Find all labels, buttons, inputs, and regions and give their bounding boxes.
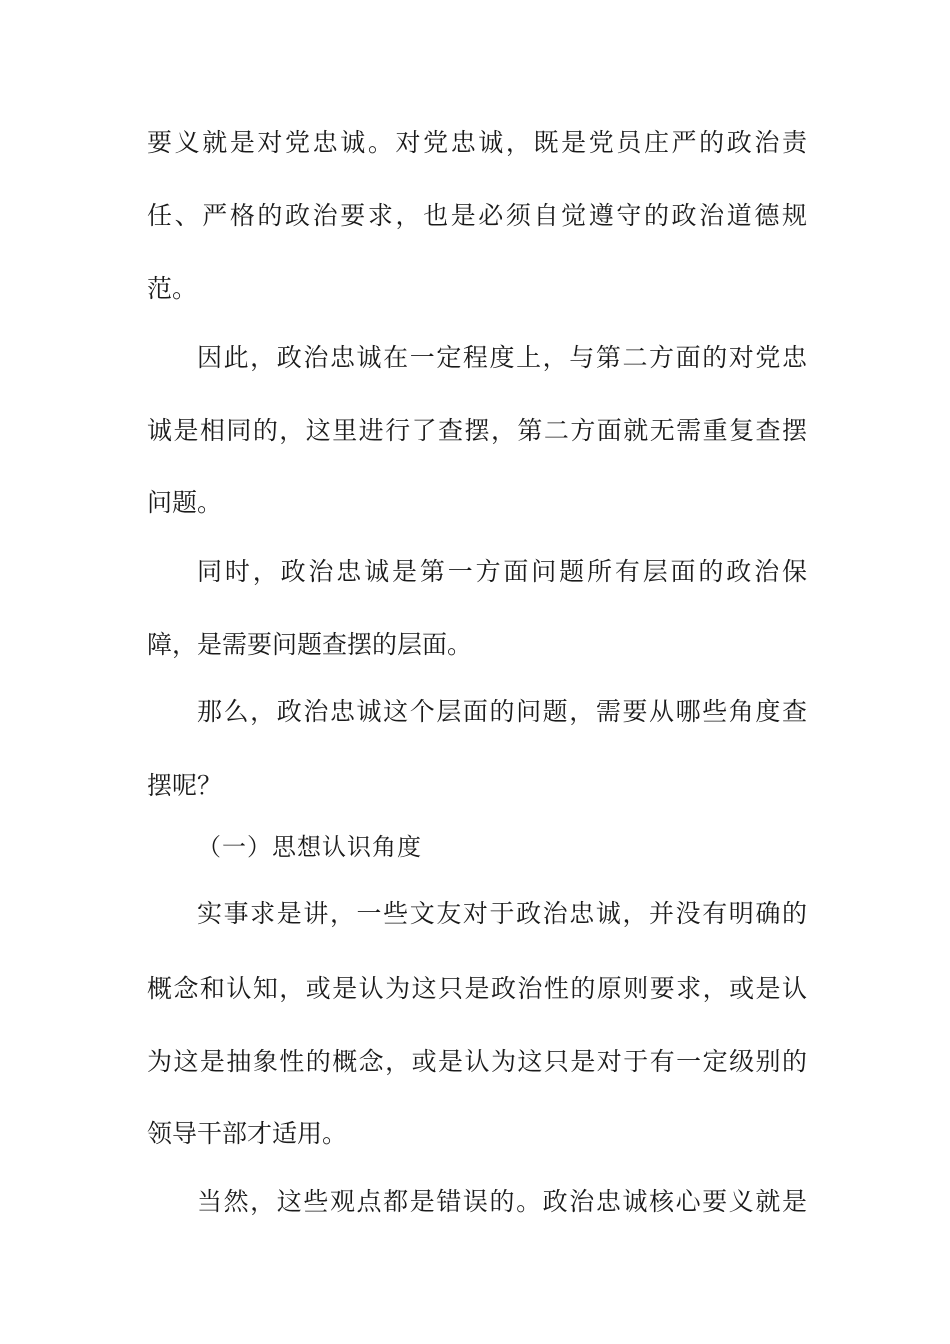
paragraph-2-line-3: 问题。 <box>147 488 223 517</box>
paragraph-5-line-2: 概念和认知，或是认为这只是政治性的原则要求，或是认 <box>147 974 807 1003</box>
paragraph-5-line-1: 实事求是讲，一些文友对于政治忠诚，并没有明确的 <box>197 899 807 928</box>
paragraph-3-line-1: 同时，政治忠诚是第一方面问题所有层面的政治保 <box>197 557 807 586</box>
paragraph-4-line-1: 那么，政治忠诚这个层面的问题，需要从哪些角度查 <box>197 697 807 726</box>
paragraph-4-line-2: 摆呢？ <box>147 771 223 800</box>
paragraph-6-line-1: 当然，这些观点都是错误的。政治忠诚核心要义就是 <box>197 1187 807 1216</box>
paragraph-5-line-3: 为这是抽象性的概念，或是认为这只是对于有一定级别的 <box>147 1047 807 1076</box>
paragraph-5-line-4: 领导干部才适用。 <box>147 1119 348 1148</box>
paragraph-1-line-2: 任、严格的政治要求，也是必须自觉遵守的政治道德规 <box>147 201 807 230</box>
paragraph-3-line-2: 障，是需要问题查摆的层面。 <box>147 630 473 659</box>
section-heading: （一）思想认识角度 <box>197 833 422 861</box>
paragraph-2-line-1: 因此，政治忠诚在一定程度上，与第二方面的对党忠 <box>197 343 807 372</box>
paragraph-1-line-1: 要义就是对党忠诚。对党忠诚，既是党员庄严的政治责 <box>147 128 807 157</box>
paragraph-1-line-3: 范。 <box>147 274 198 303</box>
paragraph-2-line-2: 诚是相同的，这里进行了查摆，第二方面就无需重复查摆 <box>147 416 807 445</box>
